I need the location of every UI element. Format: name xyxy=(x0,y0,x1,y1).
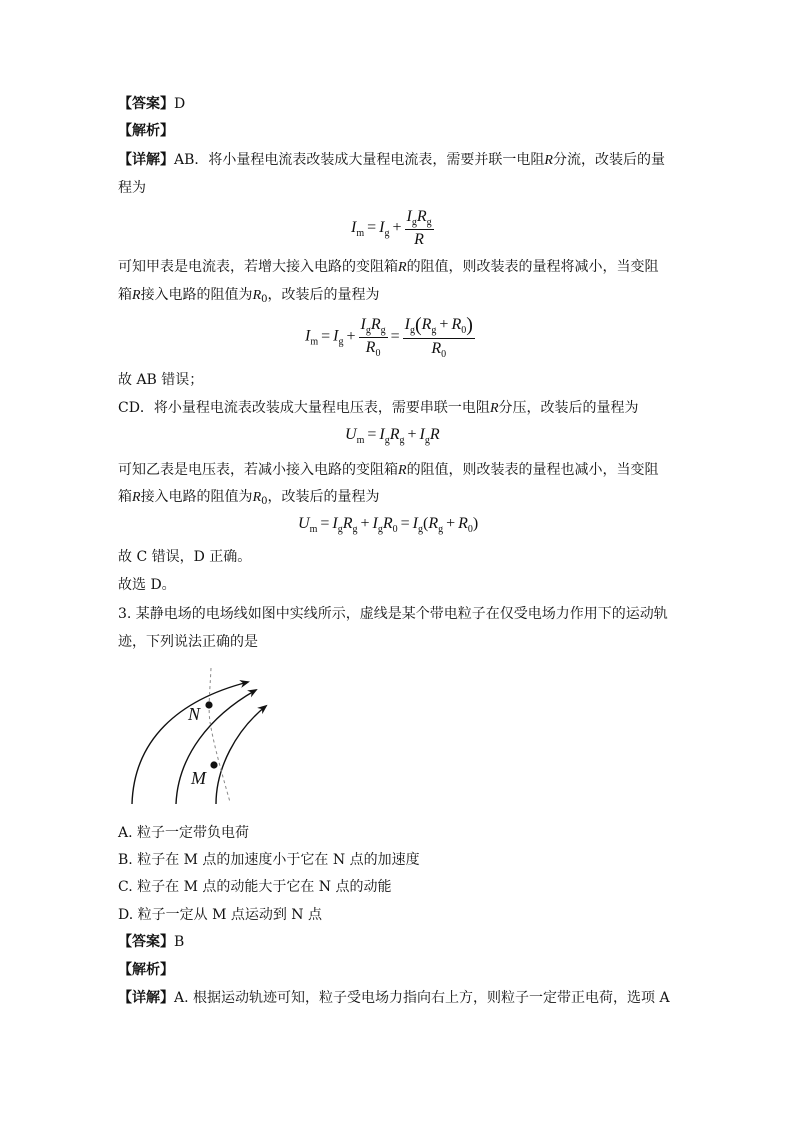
var-r: R xyxy=(489,401,499,416)
sym: I xyxy=(379,219,385,237)
sub: g xyxy=(384,228,390,240)
sym: R xyxy=(431,340,442,357)
op: + xyxy=(407,426,417,443)
sub: g xyxy=(352,524,358,535)
sym: I xyxy=(360,315,366,333)
label-n: N xyxy=(188,704,201,724)
sym: R xyxy=(421,316,432,333)
detail-cd-line-3 xyxy=(118,487,380,512)
sym: I xyxy=(372,515,378,532)
detail-cd-line-1 xyxy=(118,398,639,419)
text: CD．将小量程电流表改装成大量程电压表，需要串联一电阻 xyxy=(118,400,490,416)
sub: 0 xyxy=(441,349,447,360)
op: = xyxy=(321,327,331,345)
detail-ab-line-3 xyxy=(118,257,659,278)
sub: 0 xyxy=(392,524,398,535)
op: + xyxy=(439,316,449,333)
q3-answer-label: 【答案】 xyxy=(118,934,174,950)
sym: R xyxy=(451,316,462,333)
option-b: B. 粒子在 M 点的加速度小于它在 N 点的加速度 xyxy=(118,852,420,868)
label-m: M xyxy=(191,768,206,788)
var-r0: R xyxy=(252,490,262,505)
ab-conclusion: 故 AB 错误； xyxy=(118,372,204,388)
var-r: R xyxy=(398,463,407,478)
sub: g xyxy=(384,435,390,446)
var-r: R xyxy=(544,153,553,168)
sub: g xyxy=(426,217,432,228)
sym: R xyxy=(429,426,440,443)
sym: I xyxy=(419,426,425,443)
option-a: A. 粒子一定带负电荷 xyxy=(118,825,250,841)
detail-cd-line-2 xyxy=(118,460,659,481)
sub: 0 xyxy=(261,496,268,507)
sym: I xyxy=(406,208,412,225)
text: 接入电路的阻值为 xyxy=(140,489,253,505)
sym: I xyxy=(379,426,385,443)
text: 的阻值，则改装表的量程将减小，当变阻 xyxy=(406,259,659,275)
sym: I xyxy=(404,316,410,333)
text: AB．将小量程电流表改装成大量程电流表，需要并联一电阻 xyxy=(174,152,545,168)
sym: I xyxy=(351,219,357,237)
sym: I xyxy=(412,515,418,532)
op: + xyxy=(446,515,456,532)
sym: I xyxy=(305,327,311,345)
sym: I xyxy=(333,327,339,345)
detail-ab-line-2: 程为 xyxy=(118,180,146,196)
sym: R xyxy=(365,338,376,356)
op: + xyxy=(346,327,356,345)
sym: R xyxy=(458,515,468,532)
final-choice: 故选 D。 xyxy=(118,577,176,593)
op: = xyxy=(367,426,377,443)
var-r0: R xyxy=(252,288,262,303)
cd-conclusion: 故 C 错误，D 正确。 xyxy=(118,549,252,565)
electric-field-figure xyxy=(118,660,278,812)
fraction: $\frac{I_g(R_g + R_0)}{R_0}$ xyxy=(404,314,473,360)
text: 可知甲表是电流表，若增大接入电路的变阻箱 xyxy=(118,259,398,275)
sub: m xyxy=(356,435,365,446)
sub: 0 xyxy=(461,325,467,336)
sub: g xyxy=(411,217,417,228)
question3-stem-1: 3. 某静电场的电场线如图中实线所示，虚线是某个带电粒子在仅受电场力作用下的运动轨 xyxy=(118,606,668,622)
sub: g xyxy=(337,524,343,535)
text: 箱 xyxy=(118,489,132,505)
q3-detail-label: 【详解】 xyxy=(118,990,174,1006)
sub: g xyxy=(338,336,344,348)
fraction xyxy=(359,316,388,359)
sub: g xyxy=(409,325,415,336)
sub: m xyxy=(310,336,319,348)
sub: g xyxy=(380,324,386,336)
answer-value: D xyxy=(174,96,186,112)
op: = xyxy=(367,219,377,237)
text: 分压，改装后的量程为 xyxy=(498,400,639,416)
sym: U xyxy=(298,515,310,532)
sym: R xyxy=(370,315,381,333)
point-m xyxy=(210,761,217,768)
point-n xyxy=(205,701,212,708)
q3-detail-line xyxy=(118,988,670,1008)
op: + xyxy=(392,219,402,237)
answer-label: 【答案】 xyxy=(118,96,174,112)
sub: g xyxy=(438,524,444,535)
sub: g xyxy=(399,435,405,446)
var-r: R xyxy=(398,260,407,275)
question3-stem-2: 迹，下列说法正确的是 xyxy=(118,634,258,650)
q3-analysis-label: 【解析】 xyxy=(118,962,174,978)
sym: R xyxy=(414,231,424,248)
sub: 0 xyxy=(375,347,381,359)
answer-line xyxy=(118,94,185,114)
sym: I xyxy=(332,515,338,532)
sub: g xyxy=(431,325,437,336)
sym: U xyxy=(345,426,357,443)
q3-detail-text: A. 根据运动轨迹可知，粒子受电场力指向右上方，则粒子一定带正电荷，选项 A xyxy=(174,990,670,1006)
formula-voltage-range-2: $U_m = I_gR_g + I_gR_0 = I_g(R_g + R_0)$ xyxy=(298,515,479,535)
text: 箱 xyxy=(118,287,132,303)
sym: R xyxy=(342,515,353,532)
field-line-left xyxy=(132,682,248,804)
sub: g xyxy=(417,524,423,535)
formula-current-range-1 xyxy=(351,208,434,249)
sym: R xyxy=(382,515,393,532)
formula-current-range-2 xyxy=(305,314,475,360)
fraction xyxy=(405,208,434,249)
op: = xyxy=(320,515,330,532)
q3-answer-value: B xyxy=(174,934,185,950)
detail-ab-line-4 xyxy=(118,285,380,310)
analysis-label: 【解析】 xyxy=(118,123,174,139)
var-r: R xyxy=(132,288,141,303)
sym: R xyxy=(416,208,427,225)
sym: R xyxy=(428,515,439,532)
text: 分流，改装后的量 xyxy=(552,152,665,168)
op: + xyxy=(360,515,370,532)
sym: R xyxy=(389,426,400,443)
q3-answer-line xyxy=(118,932,184,952)
sub: 0 xyxy=(467,524,473,535)
sub: g xyxy=(377,524,383,535)
sub: m xyxy=(309,524,318,535)
text: 的阻值，则改装表的量程也减小，当变阻 xyxy=(406,462,659,478)
sub: g xyxy=(424,435,430,446)
var-r: R xyxy=(132,490,141,505)
text: ，改装后的量程为 xyxy=(267,489,380,505)
option-d: D. 粒子一定从 M 点运动到 N 点 xyxy=(118,907,323,923)
option-c: C. 粒子在 M 点的动能大于它在 N 点的动能 xyxy=(118,879,392,895)
sub: g xyxy=(365,324,371,336)
text: 可知乙表是电压表，若减小接入电路的变阻箱 xyxy=(118,462,398,478)
sub: 0 xyxy=(261,294,268,305)
formula-voltage-range-1 xyxy=(345,426,440,446)
text: ，改装后的量程为 xyxy=(267,287,380,303)
detail-label: 【详解】 xyxy=(118,152,174,168)
sub: m xyxy=(356,228,365,240)
op: = xyxy=(400,515,410,532)
op: = xyxy=(390,327,400,345)
detail-ab-line-1 xyxy=(118,150,665,171)
text: 接入电路的阻值为 xyxy=(140,287,253,303)
field-line-right xyxy=(216,706,266,804)
